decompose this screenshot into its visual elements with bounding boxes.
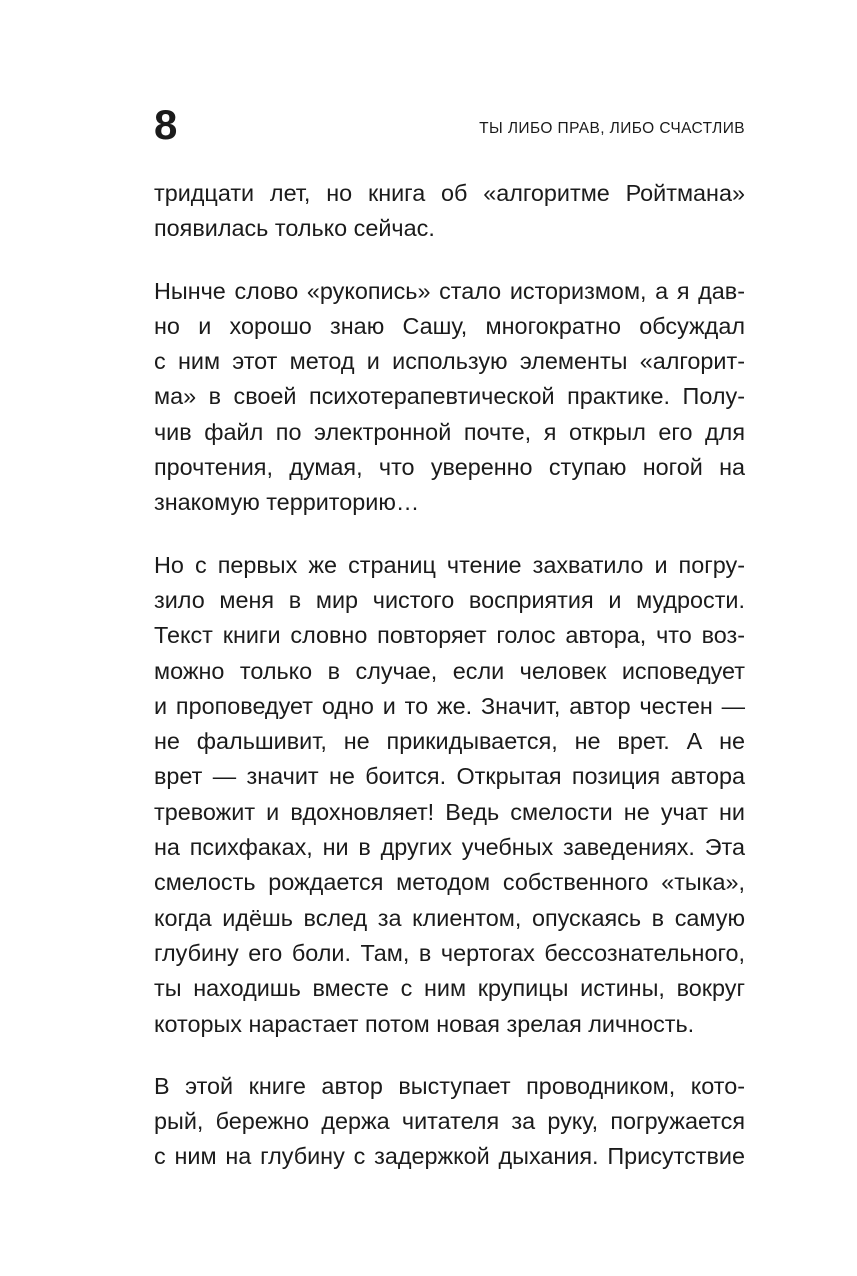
body-text: [154, 176, 745, 1202]
text-line: глубину его боли. Там, в чертогах бессознательного,: [154, 939, 745, 966]
text-line: Нынче слово «рукопись» стало историзмом, а я дав-: [154, 277, 745, 304]
text-line: зило меня в мир чистого восприятия и мудрости.: [154, 586, 745, 613]
text-line: которых нарастает потом новая зрелая личность.: [154, 1010, 695, 1037]
text-line: не фальшивит, не прикидывается, не врет. А не: [154, 728, 745, 755]
text-line: ты находишь вместе с ним крупицы истины, вокруг: [154, 975, 745, 1002]
text-line: рый, бережно держа читателя за руку, погружается: [154, 1108, 745, 1135]
text-line: прочтения, думая, что уверенно ступаю ногой на: [154, 454, 745, 481]
text-line: и проповедует одно и то же. Значит, автор честен —: [154, 692, 745, 719]
text-line: на психфаках, ни в других учебных заведениях. Эта: [154, 834, 745, 861]
text-line: с ним этот метод и использую элементы «алгорит-: [154, 348, 745, 375]
text-line: можно только в случае, если человек исповедует: [154, 657, 745, 684]
page-header: [154, 100, 745, 156]
paragraph-2: [154, 274, 745, 521]
text-line: когда идёшь вслед за клиентом, опускаясь в самую: [154, 904, 745, 931]
paragraph-3: [154, 548, 745, 1042]
text-line: Текст книги словно повторяет голос автора, что воз-: [154, 622, 745, 649]
text-line: ма» в своей психотерапевтической практике. Полу-: [154, 383, 745, 410]
paragraph-4: [154, 1069, 745, 1175]
text-line: чив файл по электронной почте, я открыл его для: [154, 418, 745, 445]
text-line: тревожит и вдохновляет! Ведь смелости не учат ни: [154, 798, 745, 825]
page-number: 8: [154, 101, 178, 148]
text-line: тридцати лет, но книга об «алгоритме Ройтмана»: [154, 180, 745, 206]
text-line: смелость рождается методом собственного «тыка»,: [154, 869, 745, 896]
text-line: появилась только сейчас.: [154, 215, 435, 242]
text-line: но и хорошо знаю Сашу, многократно обсуждал: [154, 312, 745, 339]
text-line: В этой книге автор выступает проводником, кото-: [154, 1072, 745, 1099]
text-line: знакомую территорию…: [154, 489, 420, 516]
text-line: врет — значит не боится. Открытая позиция автора: [154, 763, 745, 790]
running-title: ТЫ ЛИБО ПРАВ, ЛИБО СЧАСТЛИВ: [479, 120, 745, 137]
text-line: Но с первых же страниц чтение захватило и погру-: [154, 551, 745, 578]
paragraph-1: [154, 176, 745, 247]
text-line: с ним на глубину с задержкой дыхания. Присутствие: [154, 1143, 745, 1170]
